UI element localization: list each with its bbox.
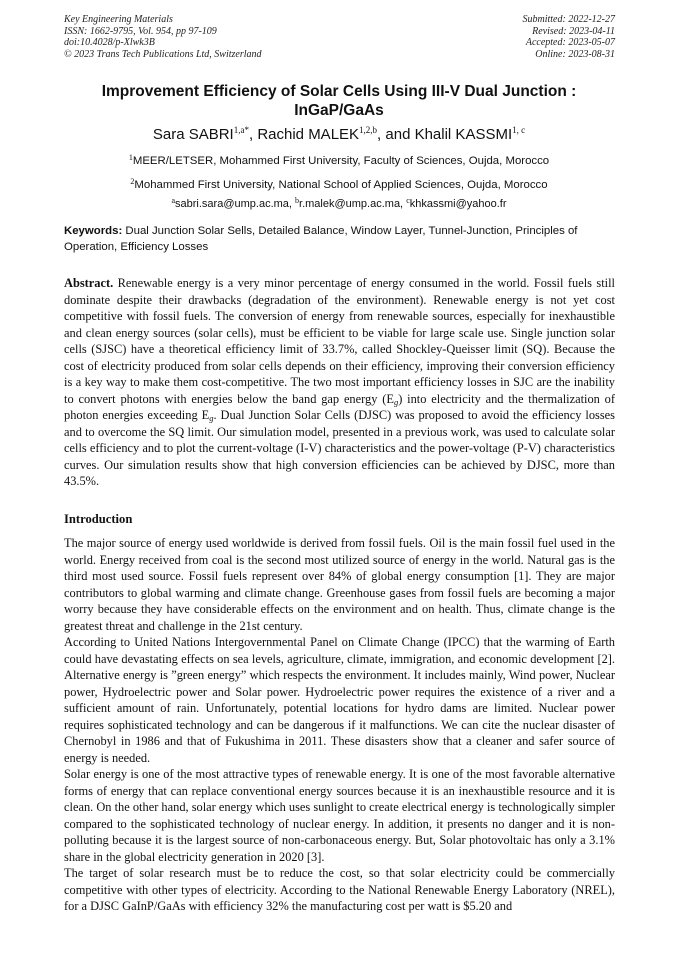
affiliation-2 <box>40 178 638 192</box>
author-name: Khalil KASSMI <box>414 126 513 143</box>
affiliation-text: MEER/LETSER, Mohammed First University, Faculty of Sciences, Oujda, Morocco <box>132 155 550 167</box>
subscript: g <box>393 396 399 407</box>
affiliation-superscript: 2 <box>130 177 135 186</box>
abstract-text: ) into electricity and the thermalization of photon energies exceeding E <box>64 391 615 422</box>
paragraph: The major source of energy used worldwide is derived from fossil fuels. Oil is the main fossil fuel used in the world. Energy received from coal is the second most utilized source of energy in the world. Natural gas is the third most used source. Fossil fuels represent over 84% of global energy consumption [1]. They are major contributors to global warming and climate change. Greenhouse gases from fossil fuels are becoming a major worry because they have considerable effects on the environment and on health. Thus, climate change is the greatest threat and challenge in the 21st century. <box>64 536 615 633</box>
abstract-text: Renewable energy is a very minor percentage of energy consumed in the world. Fossil fuels still dominate despite their drawbacks (degradation of the environment). Renewable energy is not yet cost competitive with fossil fuels. The conversion of energy from renewable sources, especially for inexhaustible and clean energy sources (solar cells), must be efficient to be viable for large scale use. Single junction solar cells (SJSC) have a theoretical efficiency limit of 33.7%, called Shockley-Queisser limit (SQ). Because the cost of electricity produced from solar cells depends on their efficiency, improving their conversion efficiency is a key way to make them cost-competitive. The two most important efficiency losses in SJC are the inability to convert photons with energies below the band gap energy (E <box>64 276 615 406</box>
publication-dates <box>523 14 616 60</box>
affiliation-superscript: 1 <box>128 153 133 162</box>
doi: doi:10.4028/p-Xlwk3B <box>64 37 155 49</box>
abstract-label: Abstract. <box>64 276 114 290</box>
author-superscript: 1, c <box>512 125 526 135</box>
keywords-label: Keywords: <box>64 225 123 237</box>
section-heading: Introduction <box>64 512 133 526</box>
subscript: g <box>209 413 214 423</box>
email-superscript: c <box>406 196 410 205</box>
journal-name: Key Engineering Materials <box>64 14 173 25</box>
author-name: Rachid MALEK <box>257 126 360 143</box>
affiliation-text: Mohammed First University, National School of Applied Sciences, Oujda, Morocco <box>134 179 548 191</box>
email-superscript: b <box>295 196 300 205</box>
submitted-date: Submitted: 2022-12-27 <box>522 14 615 25</box>
revised-date: Revised: 2023-04-11 <box>532 25 615 37</box>
author-superscript: 1,a* <box>233 125 249 135</box>
email-superscript: a <box>171 196 176 205</box>
affiliation-1 <box>40 154 638 168</box>
abstract-text: . Dual Junction Solar Cells (DJSC) was proposed to avoid the efficiency losses and to overcome the SQ limit. Our simulation model, presented in a previous work, was used to calculate solar cells efficiency and to plot the current-voltage (I-V) characteristics and the power-voltage (P-V) characteristics curves. Our simulation results show that high conversion efficiencies can be achieved by DJSC, more than 43.5%. <box>64 408 615 488</box>
paper-title <box>70 82 608 120</box>
copyright: © 2023 Trans Tech Publications Ltd, Switzerland <box>64 48 262 60</box>
paragraph: Solar energy is one of the most attractive types of renewable energy. It is one of the most favorable alternative forms of energy that can replace conventional energy sources because it is an inexhaustible resource and it is clean. On the other hand, solar energy which uses sunlight to create electrical energy is technologically simpler compared to the sophisticated technology of nuclear energy. In addition, it presents no danger and it is non-polluting because it is the largest source of non-carbonaceous energy. But, Solar photovoltaic has only a 3.1% share in the global electricity generation in 2020 [3]. <box>64 767 615 864</box>
title-line-1: Improvement Efficiency of Solar Cells Using III-V Dual Junction : <box>101 83 577 100</box>
paragraph: According to United Nations Intergovernmental Panel on Climate Change (IPCC) that the warming of Earth could have devastating effects on sea levels, agriculture, climate, immigration, and economic development [2]. Alternative energy is ”green energy” which respects the environment. It includes mainly, Wind power, Nuclear power, Hydroelectric power and Solar power. Hydroelectric power requires the existence of a river and a sufficient amount of rain. Unfortunately, potential locations for hydro dams are limited. Nuclear power requires sophisticated technology and can be dangerous if it malfunctions. We can cite the nuclear disaster of Chernobyl in 1986 and that of Fukushima in 2011. These disasters show that a cleaner and safer source of energy is needed. <box>64 635 615 765</box>
author-list <box>40 126 638 144</box>
online-date: Online: 2023-08-31 <box>535 48 615 60</box>
email-address: sabri.sara@ump.ac.ma, <box>175 198 296 210</box>
issn: ISSN: 1662-9795, Vol. 954, pp 97-109 <box>64 25 217 37</box>
email-address: r.malek@ump.ac.ma, <box>299 198 407 210</box>
accepted-date: Accepted: 2023-05-07 <box>525 37 615 49</box>
journal-info <box>64 14 262 60</box>
author-superscript: 1,2,b <box>359 125 378 135</box>
introduction-body <box>64 535 615 915</box>
email-address: khkassmi@yahoo.fr <box>409 198 507 210</box>
title-line-2: InGaP/GaAs <box>294 102 384 119</box>
keywords <box>64 224 615 255</box>
author-name: Sara SABRI <box>152 126 234 143</box>
author-emails <box>40 197 638 211</box>
abstract <box>64 275 615 490</box>
author-separator: , <box>248 126 258 143</box>
keywords-text: Dual Junction Solar Sells, Detailed Balance, Window Layer, Tunnel-Junction, Principles of Operation, Efficiency Losses <box>64 225 578 253</box>
paragraph: The target of solar research must be to reduce the cost, so that solar electricity could be commercially competitive with other types of electricity. According to the National Renewable Energy Laboratory (NREL), for a DJSC GaInP/GaAs with efficiency 32% the manufacturing cost per watt is $5.20 and <box>64 866 615 913</box>
author-separator: , and <box>377 126 415 143</box>
